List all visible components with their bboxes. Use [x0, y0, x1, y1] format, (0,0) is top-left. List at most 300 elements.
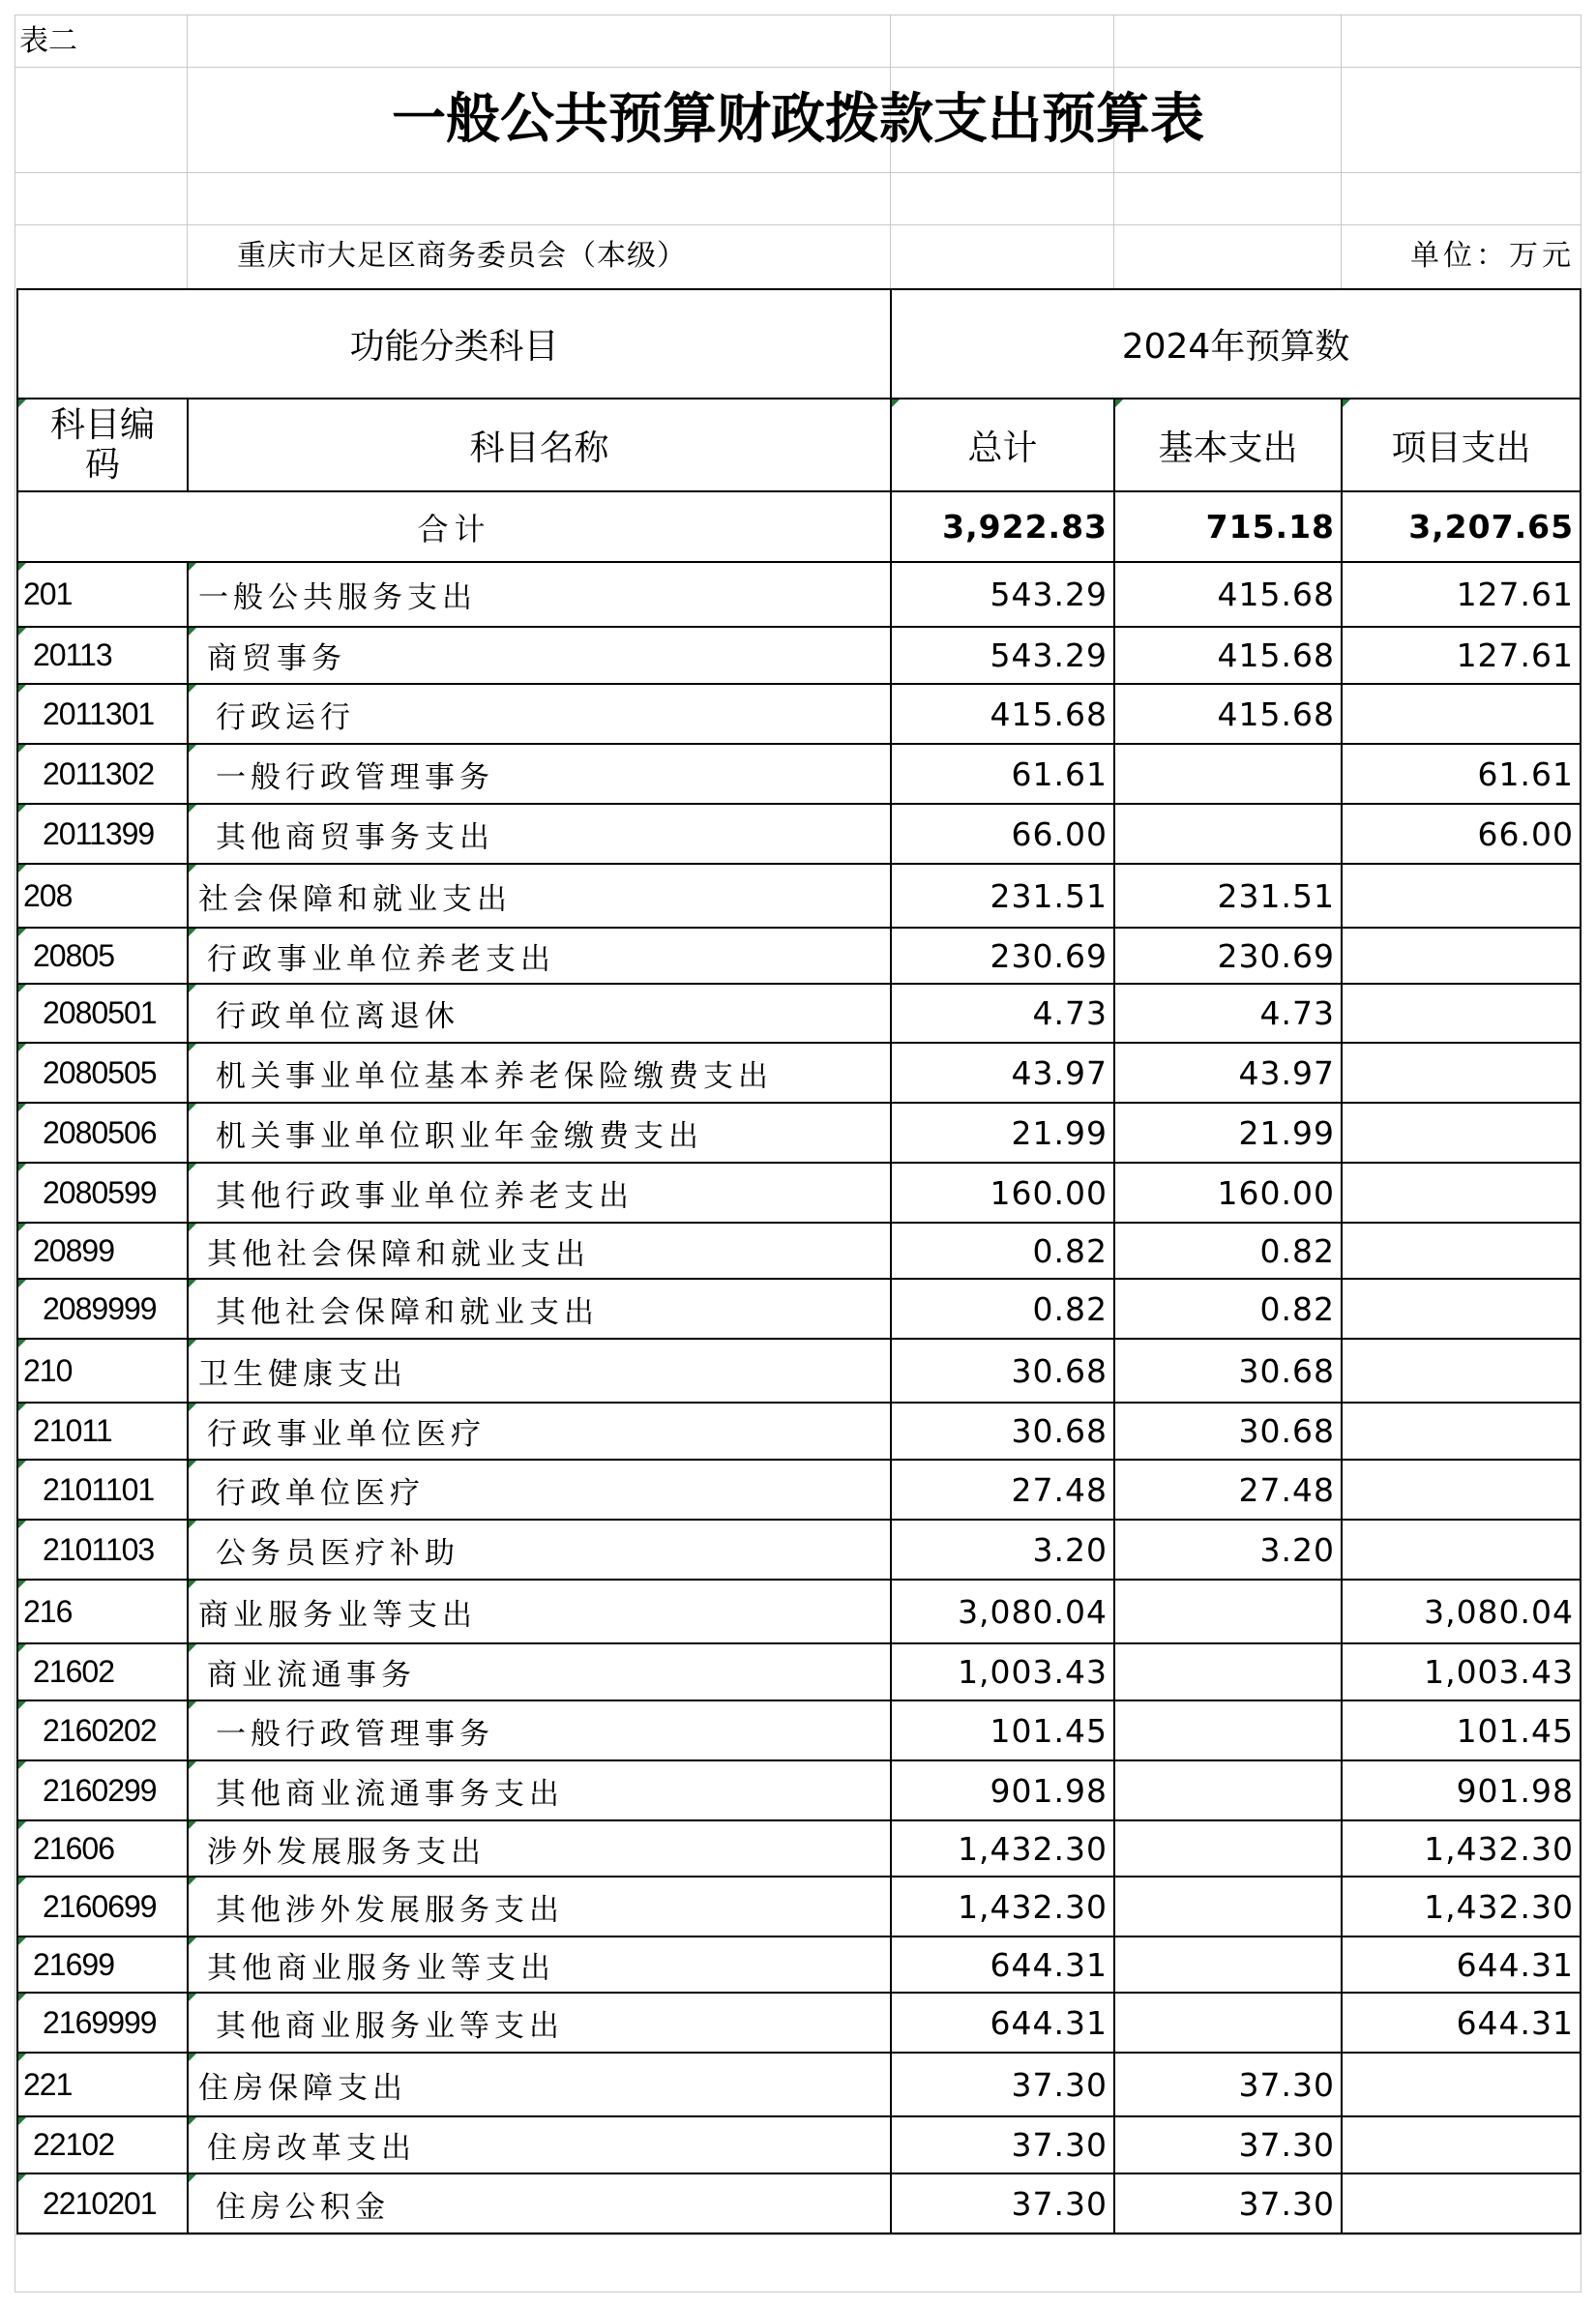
cell-marker-icon — [189, 1821, 196, 1829]
row-code: 22102 — [33, 2127, 114, 2162]
row-basic: 37.30 — [1238, 2126, 1336, 2164]
row-code: 2101101 — [43, 1471, 155, 1507]
row-code-cell — [17, 1163, 188, 1223]
row-project-cell — [1342, 1339, 1581, 1403]
row-total-cell — [891, 1877, 1114, 1936]
row-basic: 21.99 — [1238, 1113, 1336, 1152]
row-name: 其他商业服务业等支出 — [207, 1950, 555, 1986]
row-total-cell — [891, 1223, 1114, 1279]
row-total: 231.51 — [990, 876, 1108, 915]
row-basic: 415.68 — [1217, 576, 1336, 613]
row-basic: 4.73 — [1259, 994, 1336, 1032]
row-name-cell — [188, 1339, 891, 1403]
cell-marker-icon — [18, 2174, 26, 2182]
row-total: 0.82 — [1032, 1289, 1108, 1328]
row-total: 3,080.04 — [958, 1592, 1108, 1631]
row-total-cell — [891, 1103, 1114, 1163]
row-code: 20899 — [33, 1232, 114, 1268]
row-basic-cell — [1114, 1103, 1342, 1163]
row-total-cell — [891, 1403, 1114, 1460]
row-name-cell — [188, 1993, 891, 2053]
total-row-project: 3,207.65 — [1342, 491, 1581, 562]
row-total: 1,432.30 — [958, 1829, 1108, 1868]
row-total: 415.68 — [990, 695, 1108, 733]
row-basic-cell — [1114, 1760, 1342, 1820]
table-row — [17, 1580, 1581, 1643]
row-name: 社会保障和就业支出 — [198, 881, 512, 917]
row-name-cell — [188, 1643, 891, 1700]
cell-marker-icon — [1343, 399, 1350, 407]
row-project-cell — [1342, 1760, 1581, 1820]
row-code: 221 — [23, 2066, 73, 2102]
page-title: 一般公共预算财政拨款支出预算表 — [392, 87, 1204, 151]
row-total: 1,003.43 — [958, 1653, 1108, 1691]
row-project-cell — [1342, 2116, 1581, 2173]
cell-marker-icon — [18, 1821, 26, 1829]
row-total: 230.69 — [990, 936, 1108, 975]
cell-marker-icon — [189, 1164, 196, 1171]
row-code-cell — [17, 1223, 188, 1279]
func-category-header: 功能分类科目 — [17, 289, 891, 399]
row-name: 其他商业服务业等支出 — [216, 2008, 564, 2044]
row-code: 21011 — [33, 1413, 112, 1448]
row-name: 行政单位医疗 — [216, 1475, 425, 1511]
row-project-cell — [1342, 984, 1581, 1043]
row-total-cell — [891, 744, 1114, 804]
table-row — [17, 744, 1581, 804]
row-total: 543.29 — [990, 636, 1108, 674]
cell-marker-icon — [18, 805, 26, 813]
row-name: 机关事业单位职业年金缴费支出 — [216, 1118, 703, 1154]
row-name-cell — [188, 1279, 891, 1339]
row-total-cell — [891, 864, 1114, 928]
cell-marker-icon — [189, 1877, 196, 1885]
project-header — [1342, 399, 1581, 491]
cell-marker-icon — [189, 1340, 196, 1347]
row-basic-cell — [1114, 1460, 1342, 1520]
row-code: 2080501 — [43, 995, 157, 1030]
row-total-cell — [891, 1936, 1114, 1993]
row-code: 20113 — [33, 637, 112, 672]
row-project: 127.61 — [1456, 636, 1575, 674]
row-code-cell — [17, 804, 188, 864]
row-total-cell — [891, 1760, 1114, 1820]
cell-marker-icon — [189, 745, 196, 753]
table-row — [17, 2053, 1581, 2116]
row-code-cell — [17, 1877, 188, 1936]
row-code: 210 — [23, 1352, 73, 1388]
gridline — [15, 2291, 1581, 2292]
row-total-cell — [891, 1163, 1114, 1223]
cell-marker-icon — [189, 805, 196, 813]
row-basic-cell — [1114, 1580, 1342, 1643]
header-row-1 — [17, 289, 1581, 399]
header-row-2 — [17, 399, 1581, 491]
row-name-cell — [188, 1223, 891, 1279]
cell-marker-icon — [18, 1340, 26, 1347]
row-project-cell — [1342, 1163, 1581, 1223]
row-code-cell — [17, 627, 188, 684]
gridline — [890, 15, 891, 288]
row-basic: 37.30 — [1238, 2065, 1336, 2104]
total-row-total: 3,922.83 — [891, 491, 1114, 562]
cell-marker-icon — [189, 1761, 196, 1769]
row-total-cell — [891, 1279, 1114, 1339]
row-name: 卫生健康支出 — [198, 1356, 407, 1392]
row-name: 其他涉外发展服务支出 — [216, 1892, 564, 1928]
table-row — [17, 1403, 1581, 1460]
row-name: 商业服务业等支出 — [198, 1597, 477, 1633]
row-code: 201 — [23, 576, 73, 611]
row-total: 30.68 — [1011, 1351, 1108, 1390]
row-total-cell — [891, 1993, 1114, 2053]
cell-marker-icon — [18, 1044, 26, 1051]
row-total: 37.30 — [1011, 2065, 1108, 2104]
cell-marker-icon — [18, 2054, 26, 2061]
row-total: 21.99 — [1011, 1113, 1108, 1152]
cell-marker-icon — [18, 1994, 26, 2001]
row-code: 2011301 — [43, 695, 155, 731]
cell-marker-icon — [189, 1104, 196, 1111]
row-code-cell — [17, 1279, 188, 1339]
row-project-cell — [1342, 1993, 1581, 2053]
row-total-cell — [891, 2053, 1114, 2116]
row-code-cell — [17, 984, 188, 1043]
row-basic: 3.20 — [1259, 1530, 1336, 1569]
row-code: 2080599 — [43, 1174, 157, 1210]
row-name-cell — [188, 627, 891, 684]
row-project: 61.61 — [1477, 754, 1575, 793]
cell-marker-icon — [18, 1224, 26, 1231]
row-total-cell — [891, 1820, 1114, 1877]
row-code-cell — [17, 744, 188, 804]
cell-marker-icon — [18, 1280, 26, 1287]
row-total-cell — [891, 1520, 1114, 1580]
row-basic-cell — [1114, 1163, 1342, 1223]
row-code: 21602 — [33, 1654, 114, 1689]
row-basic-cell — [1114, 1936, 1342, 1993]
row-basic-cell — [1114, 864, 1342, 928]
row-project-cell — [1342, 928, 1581, 984]
cell-marker-icon — [189, 685, 196, 693]
row-project: 127.61 — [1456, 576, 1575, 613]
row-name-cell — [188, 1820, 891, 1877]
row-total-cell — [891, 984, 1114, 1043]
row-code: 2210201 — [43, 2185, 157, 2221]
row-code-cell — [17, 1936, 188, 1993]
row-name-cell — [188, 864, 891, 928]
cell-marker-icon — [18, 745, 26, 753]
row-total-cell — [891, 2116, 1114, 2173]
cell-marker-icon — [18, 1581, 26, 1588]
row-project-cell — [1342, 1460, 1581, 1520]
row-basic-cell — [1114, 1223, 1342, 1279]
table-row — [17, 1760, 1581, 1820]
row-total-cell — [891, 1700, 1114, 1760]
table-row — [17, 1460, 1581, 1520]
row-name: 行政单位离退休 — [216, 999, 459, 1034]
row-project-cell — [1342, 1103, 1581, 1163]
row-project: 901.98 — [1456, 1771, 1575, 1810]
row-basic-cell — [1114, 684, 1342, 744]
row-code-cell — [17, 928, 188, 984]
row-total: 3.20 — [1032, 1530, 1108, 1569]
row-basic: 0.82 — [1259, 1231, 1336, 1270]
row-code: 2011302 — [43, 755, 155, 791]
row-name: 住房改革支出 — [207, 2131, 416, 2166]
row-total: 27.48 — [1011, 1470, 1108, 1509]
row-total-cell — [891, 562, 1114, 627]
row-total: 30.68 — [1011, 1412, 1108, 1450]
table-row — [17, 1520, 1581, 1580]
row-project-cell — [1342, 1700, 1581, 1760]
row-name-cell — [188, 1460, 891, 1520]
row-name: 其他社会保障和就业支出 — [216, 1294, 599, 1330]
row-total: 43.97 — [1011, 1053, 1108, 1092]
table-row — [17, 1163, 1581, 1223]
row-code-cell — [17, 1339, 188, 1403]
table-row — [17, 627, 1581, 684]
department-name: 重庆市大足区商务委员会（本级） — [237, 239, 687, 273]
row-project-cell — [1342, 1403, 1581, 1460]
row-project: 644.31 — [1456, 1945, 1575, 1984]
row-code: 2160299 — [43, 1772, 157, 1808]
table-row — [17, 684, 1581, 744]
row-project-cell — [1342, 1936, 1581, 1993]
row-total: 644.31 — [990, 1945, 1108, 1984]
cell-marker-icon — [189, 1461, 196, 1468]
row-basic-cell — [1114, 1877, 1342, 1936]
row-code-cell — [17, 1043, 188, 1103]
cell-marker-icon — [189, 1521, 196, 1528]
row-basic: 43.97 — [1238, 1053, 1336, 1092]
row-code-cell — [17, 2173, 188, 2233]
table-row — [17, 1877, 1581, 1936]
row-code-cell — [17, 1580, 188, 1643]
budget-year-header: 2024年预算数 — [891, 289, 1581, 399]
row-name: 商业流通事务 — [207, 1658, 416, 1693]
cell-marker-icon — [1115, 399, 1123, 407]
row-project-cell — [1342, 627, 1581, 684]
table-row — [17, 1339, 1581, 1403]
cell-marker-icon — [18, 1644, 26, 1652]
row-name: 住房保障支出 — [198, 2070, 407, 2106]
row-total: 901.98 — [990, 1771, 1108, 1810]
cell-marker-icon — [189, 2117, 196, 2125]
row-basic: 30.68 — [1238, 1351, 1336, 1390]
row-total-cell — [891, 1643, 1114, 1700]
row-name: 一般公共服务支出 — [198, 580, 477, 615]
row-code: 2089999 — [43, 1290, 157, 1326]
row-project: 1,432.30 — [1424, 1887, 1575, 1926]
row-code-cell — [17, 562, 188, 627]
row-project-cell — [1342, 1279, 1581, 1339]
code-header — [17, 399, 188, 491]
basic-header — [1114, 399, 1342, 491]
row-name-cell — [188, 984, 891, 1043]
row-code: 2080506 — [43, 1114, 157, 1150]
table-row — [17, 562, 1581, 627]
table-row — [17, 1936, 1581, 1993]
cell-marker-icon — [189, 1280, 196, 1287]
row-total-cell — [891, 1460, 1114, 1520]
cell-marker-icon — [892, 399, 900, 407]
row-name-cell — [188, 744, 891, 804]
cell-marker-icon — [18, 1761, 26, 1769]
row-name-cell — [188, 928, 891, 984]
table-row — [17, 2173, 1581, 2233]
row-project: 1,432.30 — [1424, 1829, 1575, 1868]
row-name: 行政事业单位养老支出 — [207, 941, 555, 977]
row-name: 一般行政管理事务 — [216, 759, 494, 795]
cell-marker-icon — [18, 628, 26, 636]
row-code: 21606 — [33, 1830, 114, 1866]
cell-marker-icon — [18, 563, 26, 571]
row-project-cell — [1342, 1520, 1581, 1580]
unit-label: 单位：万元 — [1410, 239, 1575, 273]
row-basic-cell — [1114, 627, 1342, 684]
row-total-cell — [891, 2173, 1114, 2233]
table-row — [17, 1043, 1581, 1103]
row-total: 4.73 — [1032, 994, 1108, 1032]
cell-marker-icon — [18, 1521, 26, 1528]
row-code-cell — [17, 1643, 188, 1700]
row-name-cell — [188, 804, 891, 864]
cell-marker-icon — [189, 563, 196, 571]
cell-marker-icon — [189, 2174, 196, 2182]
row-name-cell — [188, 1760, 891, 1820]
row-code-cell — [17, 1403, 188, 1460]
row-project: 66.00 — [1477, 814, 1575, 853]
row-name: 公务员医疗补助 — [216, 1535, 459, 1571]
gridline — [187, 15, 188, 288]
row-basic-cell — [1114, 1043, 1342, 1103]
cell-marker-icon — [18, 985, 26, 992]
row-basic: 231.51 — [1217, 876, 1336, 915]
row-code-cell — [17, 864, 188, 928]
cell-marker-icon — [18, 2117, 26, 2125]
row-code-cell — [17, 1520, 188, 1580]
row-total: 160.00 — [990, 1173, 1108, 1212]
row-name: 行政运行 — [216, 699, 355, 735]
row-basic: 30.68 — [1238, 1412, 1336, 1450]
cell-marker-icon — [18, 1701, 26, 1709]
table-row — [17, 1103, 1581, 1163]
row-project-cell — [1342, 684, 1581, 744]
basic-header-label: 基本支出 — [1158, 428, 1298, 468]
row-project: 644.31 — [1456, 2003, 1575, 2042]
row-basic-cell — [1114, 744, 1342, 804]
cell-marker-icon — [189, 1644, 196, 1652]
cell-marker-icon — [189, 1581, 196, 1588]
row-project-cell — [1342, 2053, 1581, 2116]
row-name-cell — [188, 562, 891, 627]
row-name: 商贸事务 — [207, 641, 346, 676]
cell-marker-icon — [18, 1877, 26, 1885]
table-row — [17, 984, 1581, 1043]
row-project-cell — [1342, 562, 1581, 627]
total-row-label: 合计 — [17, 491, 891, 562]
row-basic-cell — [1114, 1339, 1342, 1403]
cell-marker-icon — [18, 685, 26, 693]
row-total-cell — [891, 1339, 1114, 1403]
total-row-basic: 715.18 — [1114, 491, 1342, 562]
cell-marker-icon — [18, 1104, 26, 1111]
row-project: 1,003.43 — [1424, 1653, 1575, 1691]
row-project: 3,080.04 — [1424, 1592, 1575, 1631]
row-name-cell — [188, 1043, 891, 1103]
gridline — [15, 172, 1581, 173]
total-header — [891, 399, 1114, 491]
row-code: 2160699 — [43, 1888, 157, 1924]
row-project-cell — [1342, 1580, 1581, 1643]
row-name-cell — [188, 1520, 891, 1580]
table-row — [17, 1279, 1581, 1339]
row-name-cell — [188, 1580, 891, 1643]
row-name-cell — [188, 1403, 891, 1460]
cell-marker-icon — [189, 1404, 196, 1411]
row-project-cell — [1342, 864, 1581, 928]
row-code: 2080505 — [43, 1054, 157, 1090]
row-total: 37.30 — [1011, 2126, 1108, 2164]
row-basic: 27.48 — [1238, 1470, 1336, 1509]
sheet-tag: 表二 — [19, 24, 77, 58]
row-code-cell — [17, 2053, 188, 2116]
row-code: 2011399 — [43, 815, 155, 851]
row-name: 其他商业流通事务支出 — [216, 1776, 564, 1812]
row-basic-cell — [1114, 1820, 1342, 1877]
row-code-cell — [17, 1700, 188, 1760]
row-name-cell — [188, 2053, 891, 2116]
row-project-cell — [1342, 744, 1581, 804]
row-code-cell — [17, 684, 188, 744]
row-total: 37.30 — [1011, 2184, 1108, 2223]
row-total-cell — [891, 1043, 1114, 1103]
row-name-cell — [188, 1163, 891, 1223]
row-name: 机关事业单位基本养老保险缴费支出 — [216, 1058, 773, 1094]
row-code-cell — [17, 1460, 188, 1520]
row-name-cell — [188, 2173, 891, 2233]
row-project-cell — [1342, 1877, 1581, 1936]
row-name-cell — [188, 2116, 891, 2173]
row-project-cell — [1342, 1820, 1581, 1877]
row-total-cell — [891, 928, 1114, 984]
row-basic-cell — [1114, 2173, 1342, 2233]
row-basic: 415.68 — [1217, 636, 1336, 674]
row-name: 其他商贸事务支出 — [216, 819, 494, 855]
gridline — [1113, 15, 1114, 288]
row-project-cell — [1342, 2173, 1581, 2233]
row-name-cell — [188, 684, 891, 744]
row-code-cell — [17, 1820, 188, 1877]
table-row — [17, 1700, 1581, 1760]
row-code-cell — [17, 1993, 188, 2053]
total-header-label: 总计 — [967, 428, 1038, 468]
row-code: 2169999 — [43, 2004, 157, 2040]
table-row — [17, 1643, 1581, 1700]
cell-marker-icon — [18, 1404, 26, 1411]
cell-marker-icon — [189, 1994, 196, 2001]
row-name-cell — [188, 1103, 891, 1163]
row-project-cell — [1342, 1223, 1581, 1279]
row-total: 0.82 — [1032, 1231, 1108, 1270]
row-basic-cell — [1114, 1700, 1342, 1760]
row-basic: 37.30 — [1238, 2184, 1336, 2223]
row-project-cell — [1342, 804, 1581, 864]
cell-marker-icon — [18, 929, 26, 936]
row-basic-cell — [1114, 804, 1342, 864]
row-project-cell — [1342, 1643, 1581, 1700]
